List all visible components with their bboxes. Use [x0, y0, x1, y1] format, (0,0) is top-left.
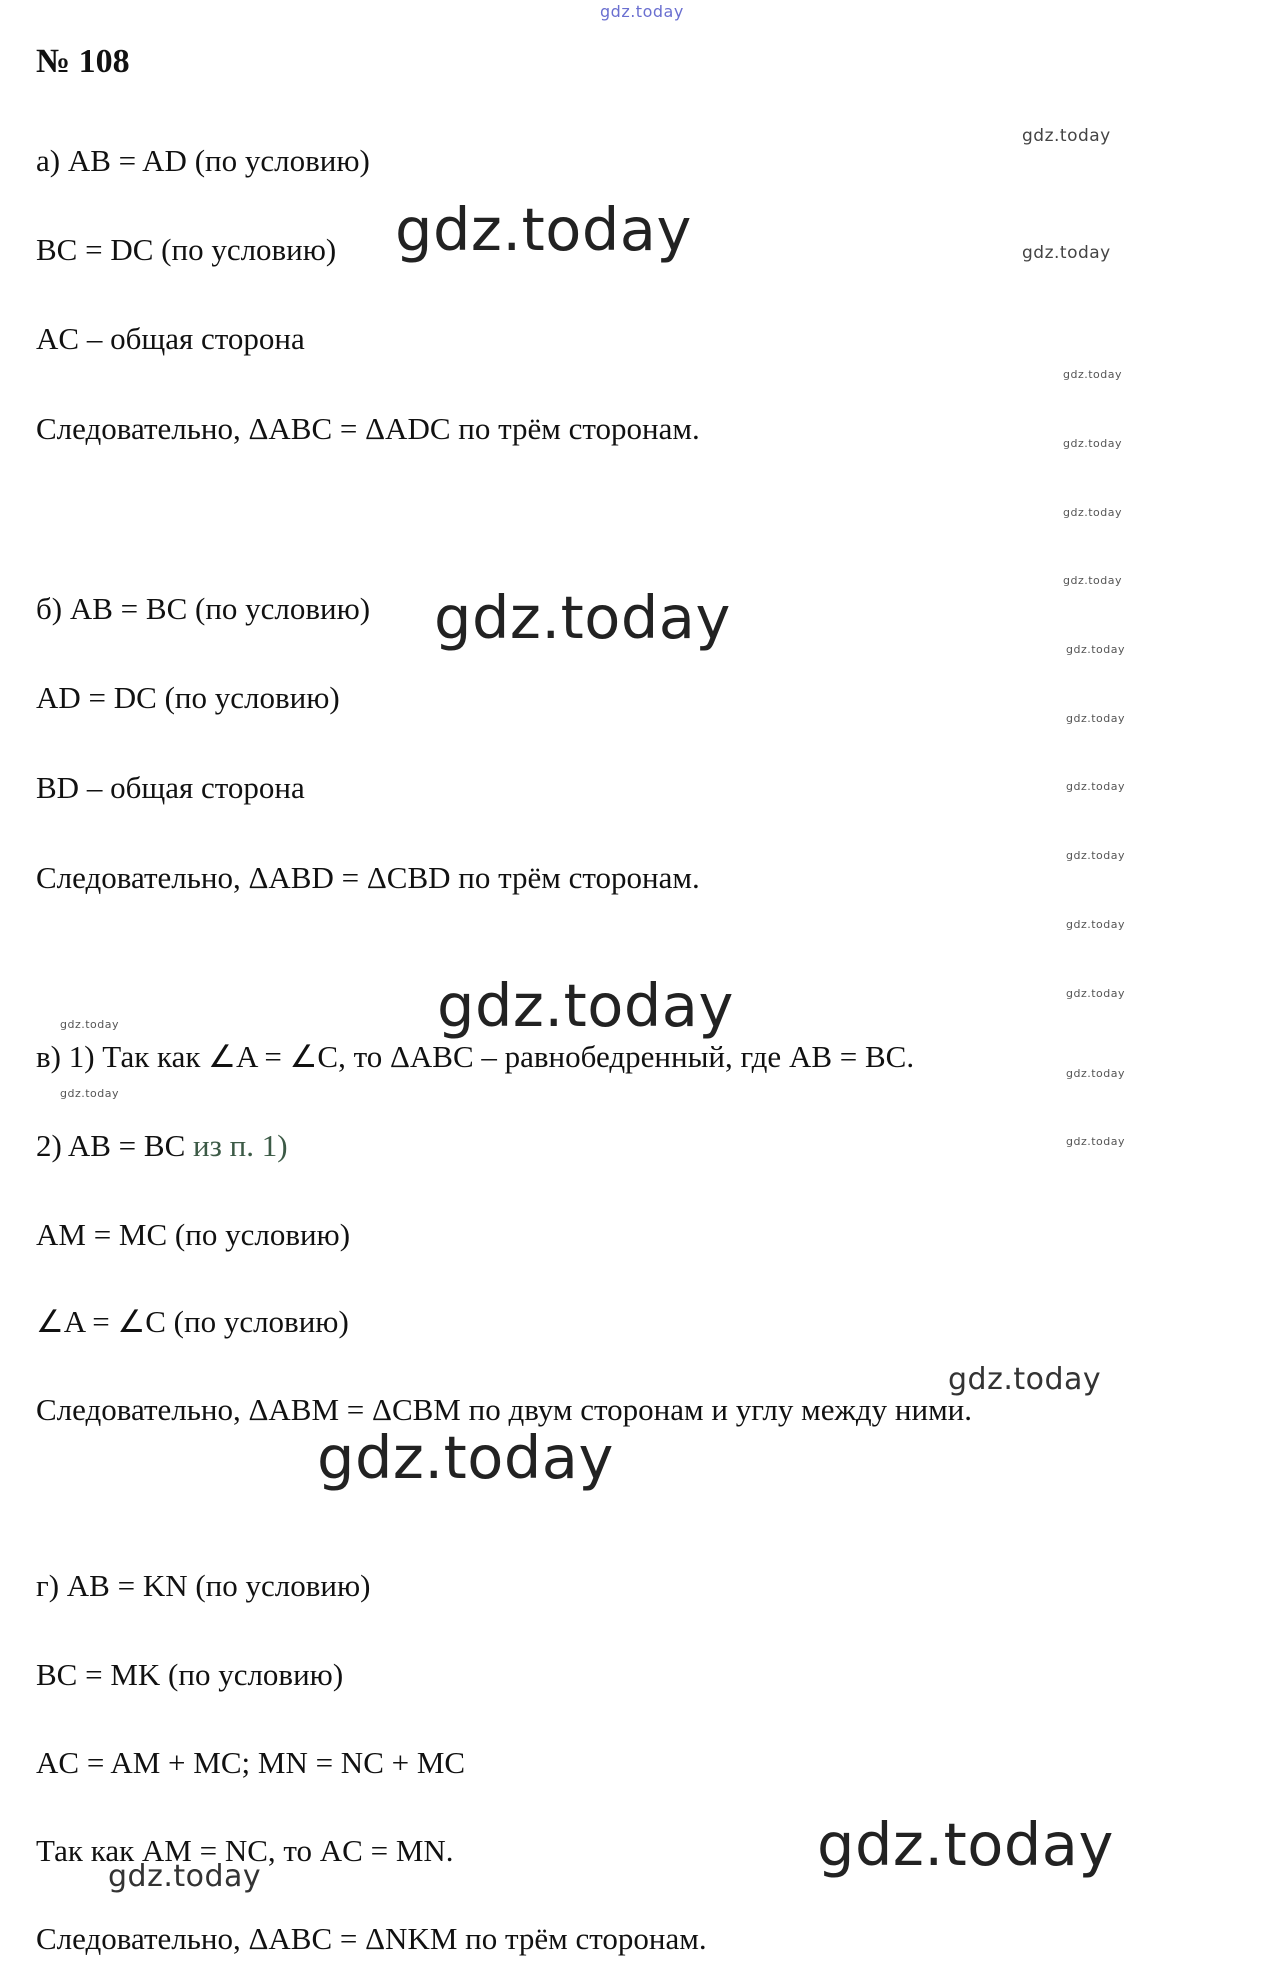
- line-a2: BC = DC (по условию): [36, 232, 337, 267]
- line-v4: ∠A = ∠C (по условию): [36, 1304, 349, 1339]
- line-b2: AD = DC (по условию): [36, 680, 340, 715]
- line-b4: Следовательно, ΔABD = ΔCBD по трём сторонам.: [36, 860, 700, 895]
- line-g2: BC = MK (по условию): [36, 1657, 344, 1692]
- line-v2: [36, 1130, 288, 1161]
- problem-number: № 108: [36, 43, 130, 80]
- line-v3: AM = MC (по условию): [36, 1217, 351, 1252]
- watermark-tiny: gdz.today: [1066, 918, 1126, 931]
- watermark-medium: gdz.today: [948, 1362, 1102, 1397]
- watermark-large: gdz.today: [817, 1810, 1114, 1879]
- watermark-tiny: gdz.today: [1066, 1135, 1126, 1148]
- watermark-tiny: gdz.today: [1063, 368, 1123, 381]
- watermark-large: gdz.today: [434, 583, 731, 652]
- line-v2-note: из п. 1): [193, 1128, 288, 1163]
- line-g3: AC = AM + MC; MN = NC + MC: [36, 1745, 466, 1780]
- watermark-medium: gdz.today: [108, 1859, 262, 1894]
- line-v2-main: 2) AB = BC: [36, 1128, 194, 1163]
- line-a3: AC – общая сторона: [36, 321, 305, 356]
- line-g5: Следовательно, ΔABC = ΔNKM по трём сторонам.: [36, 1921, 707, 1956]
- watermark-tiny: gdz.today: [1066, 987, 1126, 1000]
- watermark-tiny: gdz.today: [1066, 643, 1126, 656]
- watermark-large: gdz.today: [317, 1423, 614, 1492]
- watermark-small: gdz.today: [1022, 243, 1111, 263]
- line-b3: BD – общая сторона: [36, 770, 305, 805]
- site-watermark-top: gdz.today: [600, 2, 684, 21]
- line-a1: а) AB = AD (по условию): [36, 143, 370, 178]
- watermark-tiny: gdz.today: [1066, 849, 1126, 862]
- line-b1: б) AB = BC (по условию): [36, 591, 371, 626]
- watermark-large: gdz.today: [395, 195, 692, 264]
- watermark-tiny: gdz.today: [1063, 574, 1123, 587]
- watermark-tiny: gdz.today: [1063, 437, 1123, 450]
- watermark-tiny: gdz.today: [60, 1087, 120, 1100]
- watermark-small: gdz.today: [1022, 126, 1111, 146]
- watermark-tiny: gdz.today: [1063, 506, 1123, 519]
- line-v1: в) 1) Так как ∠A = ∠C, то ΔABC – равнобедренный, где AB = BC.: [36, 1039, 915, 1074]
- watermark-tiny: gdz.today: [1066, 1067, 1126, 1080]
- line-a4: Следовательно, ΔABC = ΔADC по трём сторонам.: [36, 411, 700, 446]
- watermark-large: gdz.today: [437, 971, 734, 1040]
- line-g4: Так как AM = NC, то AC = MN.: [36, 1833, 454, 1868]
- watermark-tiny: gdz.today: [1066, 712, 1126, 725]
- line-g1: г) AB = KN (по условию): [36, 1568, 371, 1603]
- line-v5: Следовательно, ΔABM = ΔCBM по двум сторонам и углу между ними.: [36, 1392, 973, 1427]
- watermark-tiny: gdz.today: [60, 1018, 120, 1031]
- watermark-tiny: gdz.today: [1066, 780, 1126, 793]
